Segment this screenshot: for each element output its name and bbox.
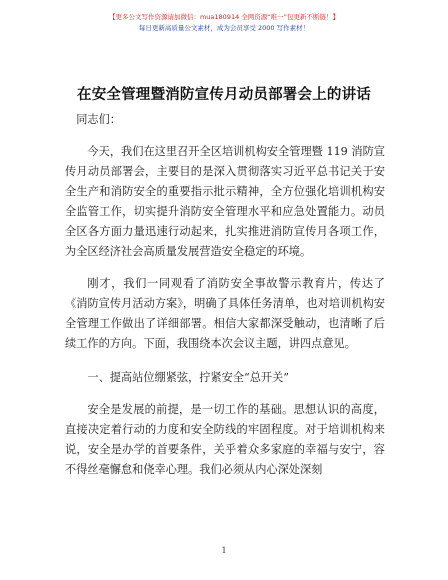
- banner-line-membership: 每日更新高质量公文素材，成为会员享受 2000 写作素材！: [138, 24, 310, 32]
- page-number: 1: [221, 546, 227, 555]
- greeting: 同志们：: [76, 113, 121, 126]
- section-paragraph-1: 安全是发展的前提，是一切工作的基础。思想认识的高度，直接决定着行动的力度和安全防线的牢固程度。对于培训机构来说，安全是办学的首要条件，关乎着众多家庭的幸福与安宁，容不得丝毫懈怠和侥幸心理。我们必须从内心深处深刻: [65, 403, 385, 476]
- section-heading-1: 一、提高站位绷紧弦，拧紧安全“总开关”: [87, 371, 290, 384]
- document-title: 在安全管理暨消防宣传月动员部署会上的讲话: [77, 87, 371, 103]
- banner-line-promo: 【更多公文写作资源请加微信：mua180914 全网资源“唯一”包更新不断链！】: [108, 13, 340, 21]
- body-paragraph-2: 刚才，我们一同观看了消防安全事故警示教育片，传达了《消防宣传月活动方案》，明确了具体任务清单，也对培训机构安全管理工作做出了详细部署。相信大家都深受触动，也清晰了后续工作的方向。下面，我围绕本次会议主题，讲四点意见。: [65, 277, 385, 350]
- document-body: [65, 110, 385, 480]
- body-paragraph-1: 今天，我们在这里召开全区培训机构安全管理暨 119 消防宣传月动员部署会，主要目的是深入贯彻落实习近平总书记关于安全生产和消防安全的重要指示批示精神，全方位强化培训机构安全监管工作，切实提升消防安全管理水平和应急处置能力。动员全区各方面力量迅速行动起来，扎实推进消防宣传月各项工作，为全区经济社会高质量发展营造安全稳定的环境。: [65, 145, 385, 258]
- header-banner: [0, 12, 448, 34]
